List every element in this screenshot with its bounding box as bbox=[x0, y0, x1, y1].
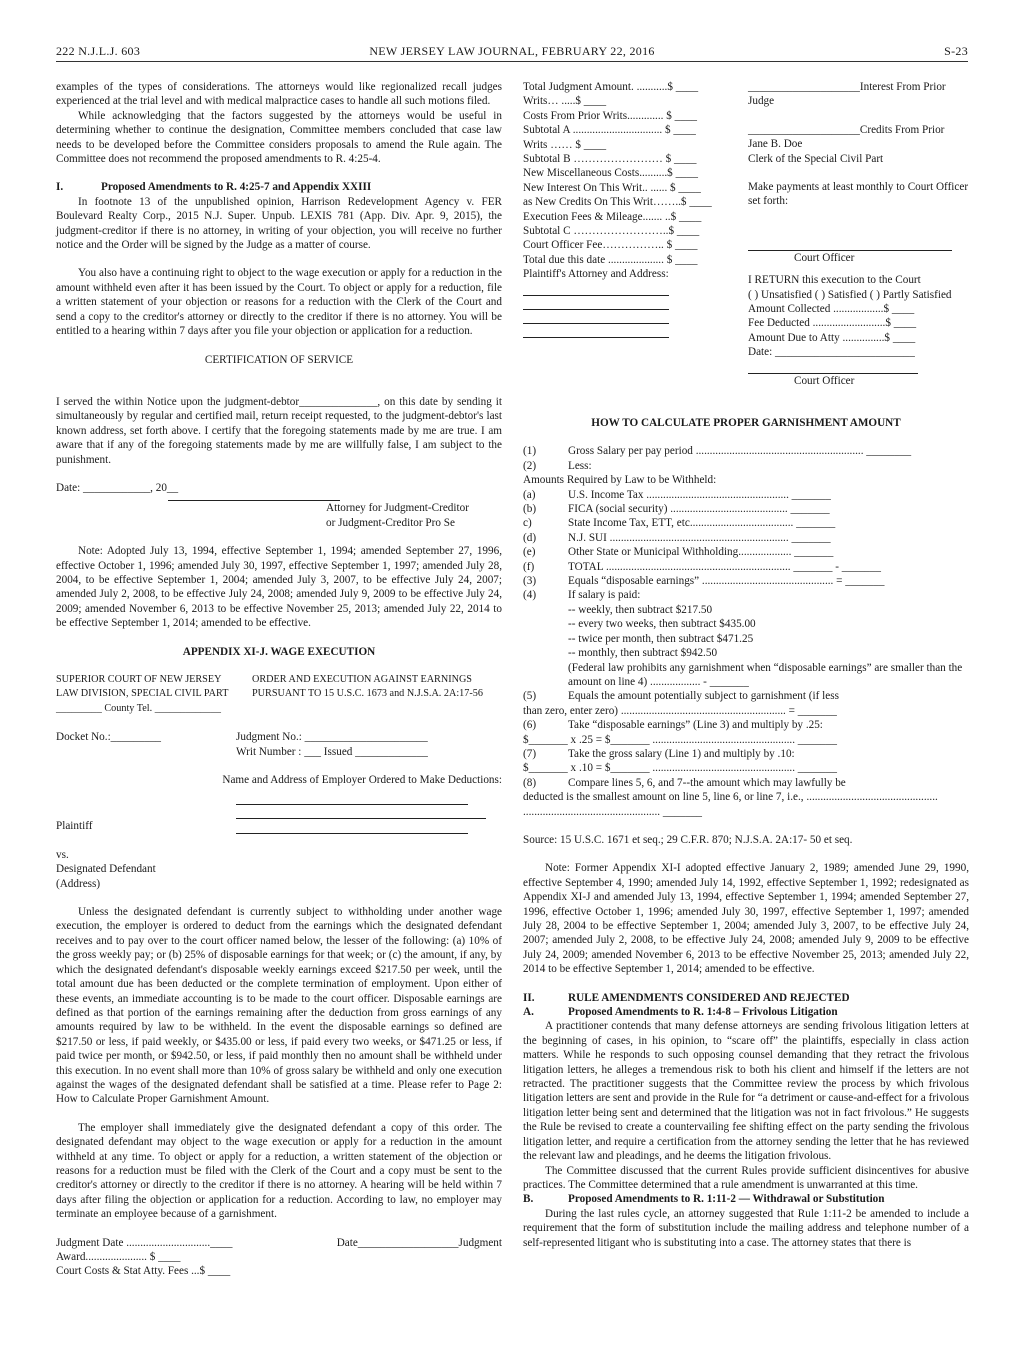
header-page-number: S-23 bbox=[944, 44, 968, 58]
employer-label: Name and Address of Employer Ordered to Make Deductions: bbox=[222, 774, 502, 787]
source-line: Source: 15 U.S.C. 1671 et seq.; 29 C.F.R. 870; N.J.S.A. 2A:17- 50 et seq. bbox=[523, 833, 853, 846]
plaintiff-row: Plaintiff bbox=[56, 819, 502, 833]
paragraph: The Committee discussed that the current Rules provide sufficient disincentives for abusive practices. The Committee determined that a rule amendment is unwarranted at this time. bbox=[523, 1164, 969, 1191]
wage-execution-form bbox=[523, 80, 969, 387]
form-amounts: Total Judgment Amount. ...........$ ____ Writs… .....$ ____ Costs From Prior Writs............. $ ____ Subtotal A ................................ $ ____ Writs …… $ ____ Subtotal B …………………… $ ____ New Miscellaneous Costs..........$ ____ New Interest On This Writ.. ...... $ ____ as New Credits On This Writ……..$ ____ Execution Fees & Mileage....... ..$ ____ Subtotal C ……………………..$ ____ Court Officer Fee…………….. $ ____ Total due this date .................... $ ____ Plaintiff's Attorney and Address: bbox=[523, 80, 723, 338]
section-heading: I. Proposed Amendments to R. 4:25-7 and Appendix XXIII bbox=[56, 181, 372, 194]
docket-row: Docket No.:_________ Judgment No.: ______________________ Writ Number : ___ Issued _____________ bbox=[56, 731, 428, 758]
subsection-heading: B. Proposed Amendments to R. 1:11-2 — Withdrawal or Substitution bbox=[523, 1193, 885, 1206]
header-rule bbox=[56, 61, 968, 62]
subsection-heading: A. Proposed Amendments to R. 1:4-8 – Frivolous Litigation bbox=[523, 1006, 838, 1019]
paragraph: A practitioner contends that many defense attorneys are sending frivolous litigation letters at the beginning of cases, in his opinion, to “scare off” the plaintiffs, especially in class action matters. While he responds to such opposing counsel demanding that they retract the frivolous litigation letters, he alleges a tremendous risk to both his client and himself if the letters are not retracted. The practitioner suggests that the Committee review the process by which frivolous litigation letters are sent and provide in the Rule for “a detriment or cause-and-effect for a frivolous litigation letter being sent and determined that the litigation was not in fact frivolous.” He suggests the Rule be revised to create a countervailing fee shifting effect on the party sending the frivolous litigation letter, and require a certification from the attorney sending the letter that he has reviewed the relevant law and pleadings, and he deems the litigation frivolous. bbox=[523, 1020, 969, 1163]
left-column bbox=[56, 80, 502, 1279]
paragraph: The employer shall immediately give the designated defendant a copy of this order. The designated defendant may object to the wage execution or apply for a reduction in the amount withheld at any time. To object or apply for a reduction, a written statement of the objection or reasons for a reduction must be filed with the Clerk of the Court and a copy must be sent to the creditor's attorney or directly to the creditor if there is no attorney. A hearing will be held within 7 days after filing the objection or application for a reduction. According to law, no employer may terminate an employee because of a garnishment. bbox=[56, 1121, 502, 1221]
signature-label: Attorney for Judgment-Creditor bbox=[326, 502, 469, 515]
court-caption: SUPERIOR COURT OF NEW JERSEY LAW DIVISION, SPECIAL CIVIL PART _________ County Tel. _____________ ORDER AND EXECUTION AGAINST EARNINGS PURSUANT TO 15 U.S.C. 1673 and N.J.S.A. 2A:17-56 bbox=[56, 674, 483, 714]
appendix-title: APPENDIX XI-J. WAGE EXECUTION bbox=[182, 645, 376, 658]
paragraph: You also have a continuing right to object to the wage execution or apply for a reduction in the amount withheld even after it has been issued by the Court. To object or apply for a reduction, file a written statement of your objection or reasons for a reduction with the Clerk of the Court and send a copy to the creditor's attorney or directly to the creditor if there is no attorney. You will be entitled to a hearing within 7 days after you file your objection or application for a reduction. bbox=[56, 267, 502, 338]
right-column bbox=[523, 80, 969, 1250]
header-publication: NEW JERSEY LAW JOURNAL, FEBRUARY 22, 2016 bbox=[369, 44, 655, 58]
signature-line bbox=[168, 495, 340, 501]
paragraph: examples of the types of considerations. The attorneys would like regionalized recall judges experienced at the trial level and with medical malpractice cases to handle all such motions filed. bbox=[56, 81, 502, 108]
page-header bbox=[56, 44, 968, 60]
paragraph: While acknowledging that the factors suggested by the attorneys would be useful in determining whether to continue the designation, Committee members concluded that case law needs to be developed before the Committee considers proposals to amend the Rule again. The Committee does not recommend the proposed amendments to R. 4:25-4. bbox=[56, 109, 502, 166]
calc-worksheet: (1) Gross Salary per pay period ............................................................ ________ (2) Less: Amounts Required by Law to be Withheld: (a) U.S. Income Tax ................................................... _______ (b) FICA (social security) .......................................... _______ c) State Income Tax, ETT, etc..................................... _______ (d) N.J. SUI ................................................................ _______ (e) Other State or Municipal Withholding................... _______ (f) TOTAL .................................................................. _______ - _______ (3) Equals “disposable earnings” ............................................... = _______ (4) If salary is paid: -- weekly, then subtract $217.50 -- every two weeks, then subtract $435.00 -- twice per month, then subtract $471.25 -- monthly, then subtract $942.50 (Federal law prohibits any garnishment when “disposable earnings” are smaller than the amount on line 4) .................. - _______ (5) Equals the amount potentially subject to garnishment (if less than zero, enter zero) ........................................................... = _______ (6) Take “disposable earnings” (Line 3) and multiply by .25: $_______ x .25 = $_______ ................................................... _______ (7) Take the gross salary (Line 1) and multiply by .10: $_______ x .10 = $_______ ................................................... _______ (8) Compare lines 5, 6, and 7--the amount which may lawfully be deducted is the smallest amount on line 5, line 6, or line 7, i.e., ............................................... ................................................. _______ bbox=[523, 445, 963, 818]
paragraph: Note: Adopted July 13, 1994, effective September 1, 1994; amended September 27, 1996, effective October 1, 1996; amended July 30, 1997, effective September 1, 1997; amended July 28, 2004, to be effective September 1, 2004; amended July 3, 2007, to be effective July 24, 2007; amended July 2, 2008, to be effective July 24, 2008; amended July 9, 2009 to be effective July 24, 2009; amended November 6, 2013 to be effective November 25, 2013; amended July 22, 2014 to be effective September 1, 2014; amended to be effective. bbox=[56, 545, 502, 630]
judgment-date-row: Judgment Date ..............................____ Award...................... $ ____ Court Costs & Stat Atty. Fees ...$ ____ Date__________________Judgment bbox=[56, 1236, 502, 1278]
defendant-label: Designated Defendant bbox=[56, 863, 156, 876]
signature-label: or Judgment-Creditor Pro Se bbox=[326, 516, 455, 529]
paragraph: During the last rules cycle, an attorney suggested that Rule 1:11-2 be amended to include a requirement that the form of substitution include the mailing address and telephone number of a self-represented litigant who is substituting into a case. The attorney states that there is bbox=[523, 1207, 969, 1249]
header-citation: 222 N.J.L.J. 603 bbox=[56, 44, 141, 58]
paragraph: Note: Former Appendix XI-I adopted effective January 2, 1989; amended June 29, 1990, effective September 4, 1990; amended July 14, 1992, effective September 1, 1992; redesignated as Appendix XI-J and amended July 13, 1994, effective September 1, 1994; amended September 27, 1996, effective October 1, 1996; amended July 30, 1997, effective September 1, 1997; amended July 28, 2004 to be effective September 1, 2004; amended July 3, 2007, to be effective July 24, 2007; amended July 2, 2008, to be effective July 24, 2008; amended July 9, 2009 to be effective July 24, 2009; amended November 6, 2013 to be effective November 25, 2013; amended July 22, 2014 to be effective September 1, 2014; amended to be effective. bbox=[523, 862, 969, 976]
date-line: Date: ____________, 20__ bbox=[56, 481, 179, 494]
paragraph: In footnote 13 of the unpublished opinion, Harrison Redevelopment Agency v. FER Boulevard Realty Corp., 2015 N.J. Super. Unpub. LEXIS 781 (App. Div. Apr. 9, 2015), the judgment-creditor if there is no attorney, in writing of your objection, you will receive no further notice and the Order will be signed by the Judge as a matter of course. bbox=[56, 195, 502, 252]
calc-title: HOW TO CALCULATE PROPER GARNISHMENT AMOUNT bbox=[591, 417, 901, 429]
vs-label: vs. bbox=[56, 848, 69, 861]
paragraph: I served the within Notice upon the judgment-debtor______________, on this date by sending it simultaneously by regular and certified mail, return receipt requested, to the judgment-debtor's last known address, set forth above. I certify that the foregoing statements made by me are true. I am aware that if any of the foregoing statements made by me are willfully false, I am subject to the punishment. bbox=[56, 395, 502, 466]
section-heading: II. RULE AMENDMENTS CONSIDERED AND REJECTED bbox=[523, 991, 850, 1004]
certification-title: CERTIFICATION OF SERVICE bbox=[204, 353, 354, 366]
form-signatures: ____________________Interest From Prior Judge ____________________Credits From Prior Jane B. Doe Clerk of the Special Civil Part Make payments at least monthly to Court Officer set forth: Court Officer I RETURN this execution to the Court ( ) Unsatisfied ( ) Satisfied ( ) Partly Satisfied Amount Collected ..................$ ____ Fee Deducted ..........................$ ____ Amount Due to Atty ...............$ ____ Date: _________________________ Court Officer bbox=[748, 81, 969, 387]
address-label: (Address) bbox=[56, 877, 101, 890]
paragraph: Unless the designated defendant is currently subject to withholding under another wage execution, the employer is ordered to deduct from the earnings which the designated defendant receives and to pay over to the court officer named below, the lesser of the following: (a) 10% of the gross weekly pay; or (b) 25% of disposable earnings for that week; or (c) the amount, if any, by which the designated defendant's disposable weekly earnings exceed $217.50 per week, until the total amount due has been deducted or the complete termination of employment. Upon either of these events, an immediate accounting is to be made to the court officer. Disposable earnings are defined as that portion of the earnings remaining after the deduction from gross earnings of any amounts required by law to be withheld. In the event the disposable earnings so defined are $217.50 or less, if paid weekly, or $435.00 or less, if paid every two weeks, or $471.25 or less, if paid twice per month, or $942.50, or less, if paid monthly then no amount shall be withheld under this execution. In no event shall more than 10% of gross salary be withheld and only one execution against the wages of the designated defendant shall be satisfied at a time. Please refer to Page 2: How to Calculate Proper Garnishment Amount. bbox=[56, 906, 502, 1106]
